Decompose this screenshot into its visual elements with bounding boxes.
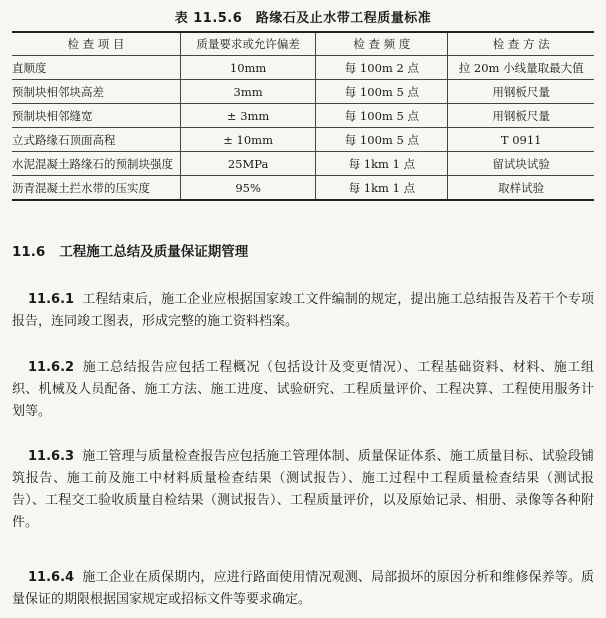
cell-method: 用钢板尺量 bbox=[448, 80, 594, 104]
cell-requirement: 95% bbox=[180, 176, 315, 201]
cell-frequency: 每 100m 5 点 bbox=[316, 80, 448, 104]
clause-11-6-4 bbox=[12, 567, 594, 611]
cell-requirement: ± 3mm bbox=[180, 104, 315, 128]
quality-standard-table bbox=[12, 31, 594, 201]
clause-number: 11.6.2 bbox=[28, 360, 75, 375]
cell-requirement: 10mm bbox=[180, 56, 315, 80]
cell-frequency: 每 1km 1 点 bbox=[316, 176, 448, 201]
clause-text: 施工企业在质保期内，应进行路面使用情况观测、局部损坏的原因分析和维修保养等。质量保证的期限根据国家规定或招标文件等要求确定。 bbox=[12, 570, 594, 607]
cell-item: 水泥混凝土路缘石的预制块强度 bbox=[12, 152, 180, 176]
cell-method: T 0911 bbox=[448, 128, 594, 152]
cell-frequency: 每 100m 2 点 bbox=[316, 56, 448, 80]
clause-11-6-3 bbox=[12, 446, 594, 534]
table-title: 表 11.5.6 路缘石及止水带工程质量标准 bbox=[174, 11, 432, 26]
clause-text: 施工管理与质量检查报告应包括施工管理体制、质量保证体系、施工质量目标、试验段铺筑报告、施工前及施工中材料质量检查结果（测试报告）、施工过程中工程质量检查结果（测试报告）、工程交工验收质量自检结果（测试报告）、工程质量评价，以及原始记录、相册、录像等各种附件。 bbox=[12, 449, 594, 530]
clause-text: 工程结束后，施工企业应根据国家竣工文件编制的规定，提出施工总结报告及若干个专项报告，连同竣工图表，形成完整的施工资料档案。 bbox=[12, 292, 594, 329]
clause-11-6-1 bbox=[12, 289, 594, 333]
table-row bbox=[12, 56, 594, 80]
clause-number: 11.6.3 bbox=[28, 449, 75, 464]
table-row bbox=[12, 104, 594, 128]
header-check-item: 检 查 项 目 bbox=[12, 32, 180, 56]
clause-text: 施工总结报告应包括工程概况（包括设计及变更情况）、工程基础资料、材料、施工组织、机械及人员配备、施工方法、施工进度、试验研究、工程质量评价、工程决算、工程使用服务计划等。 bbox=[12, 360, 594, 419]
cell-method: 取样试验 bbox=[448, 176, 594, 201]
cell-item: 沥青混凝土拦水带的压实度 bbox=[12, 176, 180, 201]
clause-number: 11.6.4 bbox=[28, 570, 75, 585]
cell-item: 预制块相邻块高差 bbox=[12, 80, 180, 104]
cell-item: 直顺度 bbox=[12, 56, 180, 80]
cell-requirement: ± 10mm bbox=[180, 128, 315, 152]
header-requirement: 质量要求或允许偏差 bbox=[180, 32, 315, 56]
cell-requirement: 25MPa bbox=[180, 152, 315, 176]
clause-number: 11.6.1 bbox=[28, 292, 75, 307]
table-header-row bbox=[12, 32, 594, 56]
cell-method: 用钢板尺量 bbox=[448, 104, 594, 128]
table-row bbox=[12, 80, 594, 104]
cell-method: 拉 20m 小线量取最大值 bbox=[448, 56, 594, 80]
clause-11-6-2 bbox=[12, 357, 594, 423]
header-method: 检 查 方 法 bbox=[448, 32, 594, 56]
section-title: 工程施工总结及质量保证期管理 bbox=[59, 244, 249, 260]
table-row bbox=[12, 152, 594, 176]
cell-frequency: 每 100m 5 点 bbox=[316, 128, 448, 152]
cell-requirement: 3mm bbox=[180, 80, 315, 104]
section-number: 11.6 bbox=[12, 244, 46, 260]
header-frequency: 检 查 频 度 bbox=[316, 32, 448, 56]
cell-frequency: 每 100m 5 点 bbox=[316, 104, 448, 128]
section-heading bbox=[12, 240, 248, 260]
cell-item: 预制块相邻缝宽 bbox=[12, 104, 180, 128]
table-row bbox=[12, 128, 594, 152]
cell-item: 立式路缘石顶面高程 bbox=[12, 128, 180, 152]
table-row bbox=[12, 176, 594, 201]
cell-method: 留试块试验 bbox=[448, 152, 594, 176]
cell-frequency: 每 1km 1 点 bbox=[316, 152, 448, 176]
